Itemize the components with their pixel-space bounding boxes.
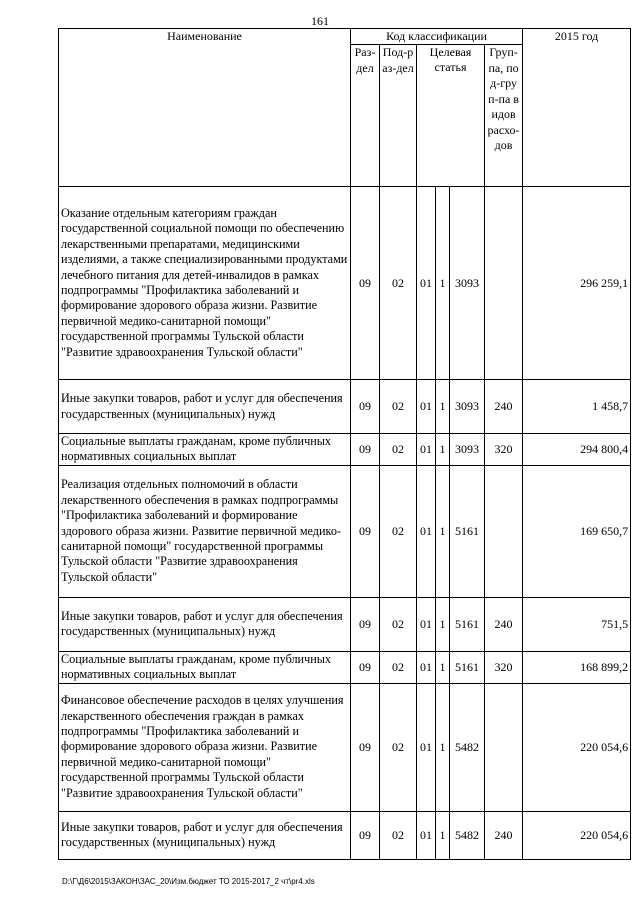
- page-number: 161: [311, 14, 329, 28]
- row-target-direction: 3093: [450, 187, 485, 380]
- row-razdel: 09: [351, 651, 380, 683]
- row-podrazdel: 02: [380, 811, 417, 859]
- row-target-subprogram: 1: [436, 651, 450, 683]
- row-razdel: 09: [351, 380, 380, 434]
- row-amount: 168 899,2: [523, 651, 631, 683]
- row-amount: 296 259,1: [523, 187, 631, 380]
- row-expense-group: 240: [485, 811, 523, 859]
- row-target-direction: 5161: [450, 597, 485, 651]
- row-podrazdel: 02: [380, 465, 417, 597]
- row-target-program: 01: [417, 465, 436, 597]
- row-expense-group: 320: [485, 651, 523, 683]
- table-row: [59, 683, 631, 811]
- table-row: [59, 811, 631, 859]
- row-amount: 751,5: [523, 597, 631, 651]
- row-target-subprogram: 1: [436, 811, 450, 859]
- row-target-program: 01: [417, 597, 436, 651]
- row-target-direction: 5482: [450, 811, 485, 859]
- budget-table: [58, 28, 631, 860]
- row-podrazdel: 02: [380, 651, 417, 683]
- row-podrazdel: 02: [380, 683, 417, 811]
- row-target-subprogram: 1: [436, 597, 450, 651]
- row-amount: 1 458,7: [523, 380, 631, 434]
- row-expense-group: 240: [485, 380, 523, 434]
- row-podrazdel: 02: [380, 187, 417, 380]
- row-name: Социальные выплаты гражданам, кроме публичных нормативных социальных выплат: [59, 434, 351, 466]
- table-row: [59, 651, 631, 683]
- row-podrazdel: 02: [380, 597, 417, 651]
- header-code-group: Код классификации: [351, 29, 523, 45]
- row-name: Иные закупки товаров, работ и услуг для обеспечения государственных (муниципальных) нужд: [59, 597, 351, 651]
- row-amount: 169 650,7: [523, 465, 631, 597]
- row-target-direction: 3093: [450, 380, 485, 434]
- row-target-program: 01: [417, 380, 436, 434]
- table-row: [59, 434, 631, 466]
- row-target-subprogram: 1: [436, 434, 450, 466]
- row-amount: 220 054,6: [523, 811, 631, 859]
- row-name: Иные закупки товаров, работ и услуг для обеспечения государственных (муниципальных) нужд: [59, 380, 351, 434]
- row-target-program: 01: [417, 651, 436, 683]
- table-row: [59, 465, 631, 597]
- row-razdel: 09: [351, 597, 380, 651]
- row-name: Социальные выплаты гражданам, кроме публичных нормативных социальных выплат: [59, 651, 351, 683]
- table-body: [59, 187, 631, 860]
- row-expense-group: [485, 683, 523, 811]
- header-name: Наименование: [59, 29, 351, 187]
- header-group: Груп-па, под-груп-па видов расхо-дов: [485, 45, 523, 187]
- row-target-direction: 5161: [450, 465, 485, 597]
- row-razdel: 09: [351, 187, 380, 380]
- row-podrazdel: 02: [380, 380, 417, 434]
- row-razdel: 09: [351, 434, 380, 466]
- row-expense-group: 320: [485, 434, 523, 466]
- row-expense-group: [485, 187, 523, 380]
- row-podrazdel: 02: [380, 434, 417, 466]
- row-amount: 220 054,6: [523, 683, 631, 811]
- row-target-program: 01: [417, 434, 436, 466]
- row-amount: 294 800,4: [523, 434, 631, 466]
- row-target-subprogram: 1: [436, 465, 450, 597]
- row-expense-group: 240: [485, 597, 523, 651]
- row-target-direction: 3093: [450, 434, 485, 466]
- row-name: Оказание отдельным категориям граждан государственной социальной помощи по обеспечению лекарственными препаратами, медицинскими изделиями, а также специализированными продуктами лечебного питания для детей-инвалидов в рамках подпрограммы "Профилактика заболеваний и формирование здорового образа жизни. Развитие первичной медико-санитарной помощи" государственной программы Тульской области "Развитие здравоохранения Тульской области": [59, 187, 351, 380]
- row-name: Финансовое обеспечение расходов в целях улучшения лекарственного обеспечения граждан в рамках подпрограммы "Профилактика заболеваний и формирование здорового образа жизни. Развитие первичной медико-санитарной помощи" государственной программы Тульской области "Развитие здравоохранения Тульской области": [59, 683, 351, 811]
- row-target-direction: 5161: [450, 651, 485, 683]
- row-target-subprogram: 1: [436, 380, 450, 434]
- header-year: 2015 год: [523, 29, 631, 187]
- row-razdel: 09: [351, 683, 380, 811]
- table-row: [59, 380, 631, 434]
- header-target: Целевая статья: [417, 45, 485, 187]
- table-row: [59, 187, 631, 380]
- row-target-direction: 5482: [450, 683, 485, 811]
- row-target-subprogram: 1: [436, 187, 450, 380]
- row-name: Иные закупки товаров, работ и услуг для обеспечения государственных (муниципальных) нужд: [59, 811, 351, 859]
- row-target-subprogram: 1: [436, 683, 450, 811]
- header-podrazdel: Под-раз-дел: [380, 45, 417, 187]
- row-razdel: 09: [351, 811, 380, 859]
- header-razdel: Раз-дел: [351, 45, 380, 187]
- row-expense-group: [485, 465, 523, 597]
- row-target-program: 01: [417, 683, 436, 811]
- file-path-footer: D:\Г\Д6\2015\ЗАКОН\ЗАС_20\Изм.бюджет ТО 2015-2017_2 чт\pr4.xls: [62, 877, 315, 886]
- row-target-program: 01: [417, 811, 436, 859]
- row-target-program: 01: [417, 187, 436, 380]
- row-razdel: 09: [351, 465, 380, 597]
- row-name: Реализация отдельных полномочий в области лекарственного обеспечения в рамках подпрограммы "Профилактика заболеваний и формирование здорового образа жизни. Развитие первичной медико-санитарной помощи" государственной программы Тульской области "Развитие здравоохранения Тульской области": [59, 465, 351, 597]
- table-row: [59, 597, 631, 651]
